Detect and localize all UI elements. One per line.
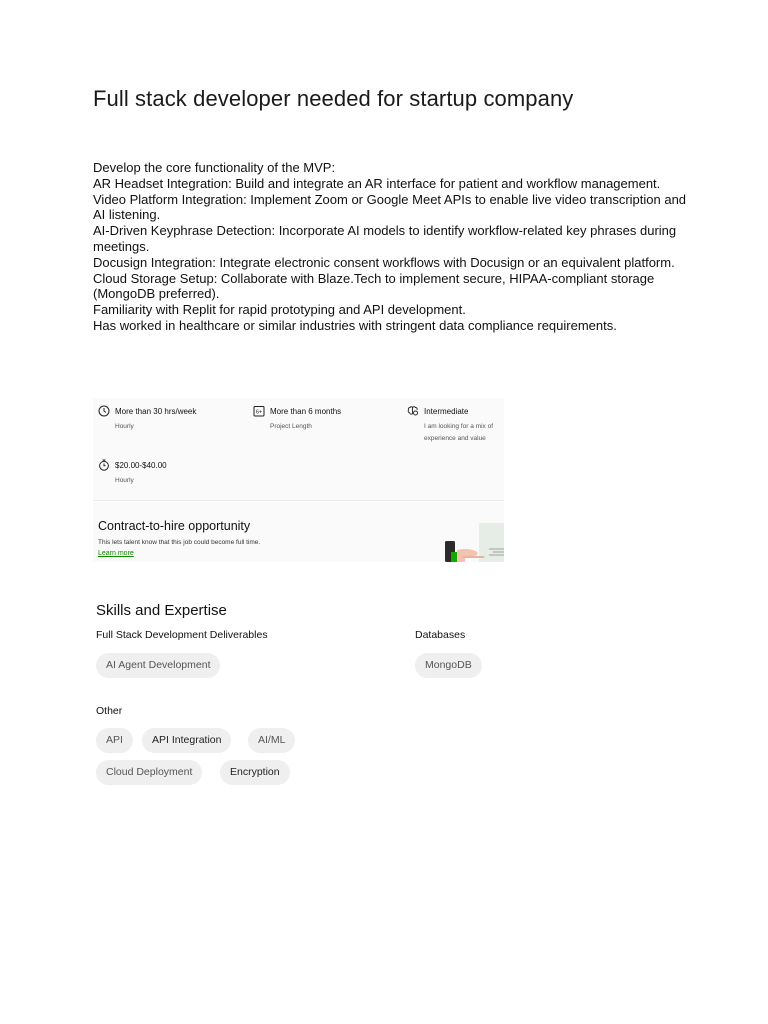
- description-line: Has worked in healthcare or similar industries with stringent data compliance requirements.: [93, 317, 617, 333]
- hours-title: More than 30 hrs/week: [115, 407, 197, 416]
- job-details-card: [93, 398, 504, 500]
- hours-subtitle: Hourly: [115, 423, 134, 430]
- contract-to-hire-banner: [93, 502, 504, 562]
- skills-heading: Skills and Expertise: [96, 602, 227, 619]
- duration-subtitle: Project Length: [270, 423, 312, 430]
- description-line: Familiarity with Replit for rapid prototyping and API development.: [93, 302, 466, 318]
- skill-chip-api[interactable]: API: [96, 728, 133, 753]
- svg-text:6+: 6+: [255, 409, 263, 416]
- description-line: Develop the core functionality of the MVP:: [93, 160, 336, 175]
- job-description: [93, 160, 693, 334]
- databases-group-label: Databases: [415, 629, 466, 641]
- skill-chip-api-integration[interactable]: API Integration: [142, 728, 231, 753]
- experience-subtitle: I am looking for a mix of experience and value: [424, 423, 493, 442]
- learn-more-link[interactable]: Learn more: [98, 550, 134, 557]
- description-line: AR Headset Integration: Build and integrate an AR interface for patient and workflow management.: [93, 175, 661, 191]
- page-title: Full stack developer needed for startup company: [93, 86, 574, 111]
- description-line: AI-Driven Keyphrase Detection: Incorporate AI models to identify workflow-related key phrases during meetings.: [93, 223, 677, 254]
- skill-chip-ai-agent-development[interactable]: AI Agent Development: [96, 653, 220, 678]
- fullstack-group-label: Full Stack Development Deliverables: [96, 629, 268, 641]
- description-line: Video Platform Integration: Implement Zoom or Google Meet APIs to enable live video transcription and AI listening.: [93, 191, 687, 223]
- description-line: Docusign Integration: Integrate electronic consent workflows with Docusign or an equivalent platform.: [93, 254, 675, 270]
- description-line: Cloud Storage Setup: Collaborate with Blaze.Tech to implement secure, HIPAA-compliant storage (MongoDB preferred).: [93, 270, 655, 302]
- skill-chip-mongodb[interactable]: MongoDB: [415, 653, 482, 678]
- other-group-label: Other: [96, 705, 123, 717]
- stopwatch-icon: [98, 459, 110, 471]
- duration-title: More than 6 months: [270, 407, 342, 416]
- clock-icon: [98, 405, 110, 417]
- card-divider: [93, 500, 504, 501]
- rate-subtitle: Hourly: [115, 477, 134, 484]
- skill-chip-ai-ml[interactable]: AI/ML: [248, 728, 295, 753]
- experience-title: Intermediate: [424, 407, 469, 416]
- skill-chip-encryption[interactable]: Encryption: [220, 760, 290, 785]
- skill-chip-cloud-deployment[interactable]: Cloud Deployment: [96, 760, 202, 785]
- hand-with-phone-illustration: [443, 522, 504, 562]
- brain-icon: [407, 405, 419, 417]
- calendar-icon: [253, 405, 265, 417]
- contract-description: This lets talent know that this job could become full time.: [98, 539, 261, 546]
- rate-title: $20.00-$40.00: [115, 461, 167, 470]
- contract-title: Contract-to-hire opportunity: [98, 519, 251, 533]
